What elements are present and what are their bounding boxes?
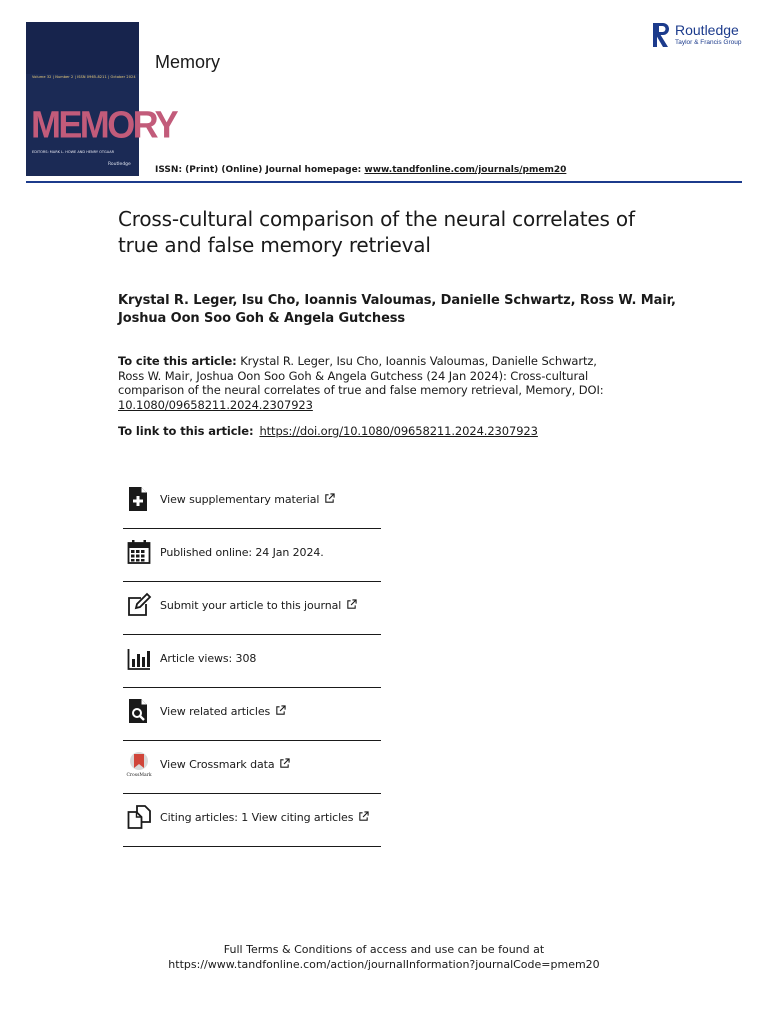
action-submit-article[interactable] [123, 582, 381, 635]
header-divider [26, 181, 742, 183]
action-citing-articles[interactable] [123, 794, 381, 847]
action-related-articles[interactable] [123, 688, 381, 741]
terms-line: Full Terms & Conditions of access and use can be found at [223, 943, 545, 956]
action-label: View Crossmark data [160, 758, 290, 771]
article-link-label: To link to this article: [118, 424, 254, 438]
action-label: Citing articles: 1 View citing articles [160, 811, 369, 824]
cover-title: MEMORY [31, 102, 177, 146]
external-link-icon [275, 705, 286, 716]
bar-chart-icon [127, 645, 151, 671]
publisher-subtitle: Taylor & Francis Group [675, 39, 742, 46]
action-article-views [123, 635, 381, 688]
svg-text:CrossMark: CrossMark [126, 773, 152, 778]
cover-volume-line: Volume 32 | Number 2 | ISSN 0965-8211 | October 2024 [32, 75, 136, 79]
cover-editors-line: EDITORS: MARK L. HOWE AND HENRY OTGAAR [32, 150, 115, 154]
external-link-icon [358, 811, 369, 822]
journal-cover [26, 22, 177, 176]
citation-doi-link[interactable]: 10.1080/09658211.2024.2307923 [118, 397, 313, 412]
publisher-name: Routledge [675, 22, 739, 38]
journal-homepage-link[interactable]: www.tandfonline.com/journals/pmem20 [364, 165, 567, 175]
issn-text: ISSN: (Print) (Online) Journal homepage: [155, 165, 365, 175]
article-doi-link[interactable]: https://doi.org/10.1080/09658211.2024.2307923 [259, 424, 538, 438]
crossmark-icon [127, 751, 151, 777]
action-supplementary[interactable] [123, 476, 381, 529]
issn-line [155, 165, 566, 175]
action-label: Published online: 24 Jan 2024. [160, 546, 324, 559]
article-title: Cross-cultural comparison of the neural correlates of true and false memory retrieval [118, 207, 635, 257]
article-link-block [118, 424, 538, 438]
calendar-icon [127, 539, 151, 565]
external-link-icon [279, 758, 290, 769]
cover-publisher-mark: Routledge [108, 162, 131, 167]
action-crossmark[interactable] [123, 741, 381, 794]
search-document-icon [127, 698, 151, 724]
citation-block [118, 354, 618, 412]
terms-footer [0, 943, 768, 972]
action-label: View related articles [160, 705, 286, 718]
article-actions-list [123, 476, 381, 847]
citing-articles-icon [127, 804, 151, 830]
action-label: Article views: 308 [160, 652, 257, 665]
action-label: View supplementary material [160, 493, 335, 506]
action-label: Submit your article to this journal [160, 599, 357, 612]
cover-top-panel [26, 22, 139, 74]
article-authors: Krystal R. Leger, Isu Cho, Ioannis Valoumas, Danielle Schwartz, Ross W. Mair, Joshua Oon Soo Goh & Angela Gutchess [118, 293, 676, 326]
routledge-logo-icon [652, 22, 672, 48]
action-published [123, 529, 381, 582]
document-plus-icon [127, 486, 151, 512]
external-link-icon [346, 599, 357, 610]
journal-name: Memory [155, 52, 221, 72]
terms-url[interactable]: https://www.tandfonline.com/action/journalInformation?journalCode=pmem20 [168, 957, 600, 971]
external-link-icon [324, 493, 335, 504]
citation-text: Krystal R. Leger, Isu Cho, Ioannis Valoumas, Danielle Schwartz, Ross W. Mair, Joshua Oon Soo Goh & Angela Gutchess (24 Jan 2024): Cross-cultural comparison of the neural correlates of true and false memory retrieval, Memory, DOI: [118, 354, 604, 397]
publisher-logo [652, 20, 752, 50]
edit-icon [127, 592, 151, 618]
citation-label: To cite this article: [118, 354, 237, 368]
